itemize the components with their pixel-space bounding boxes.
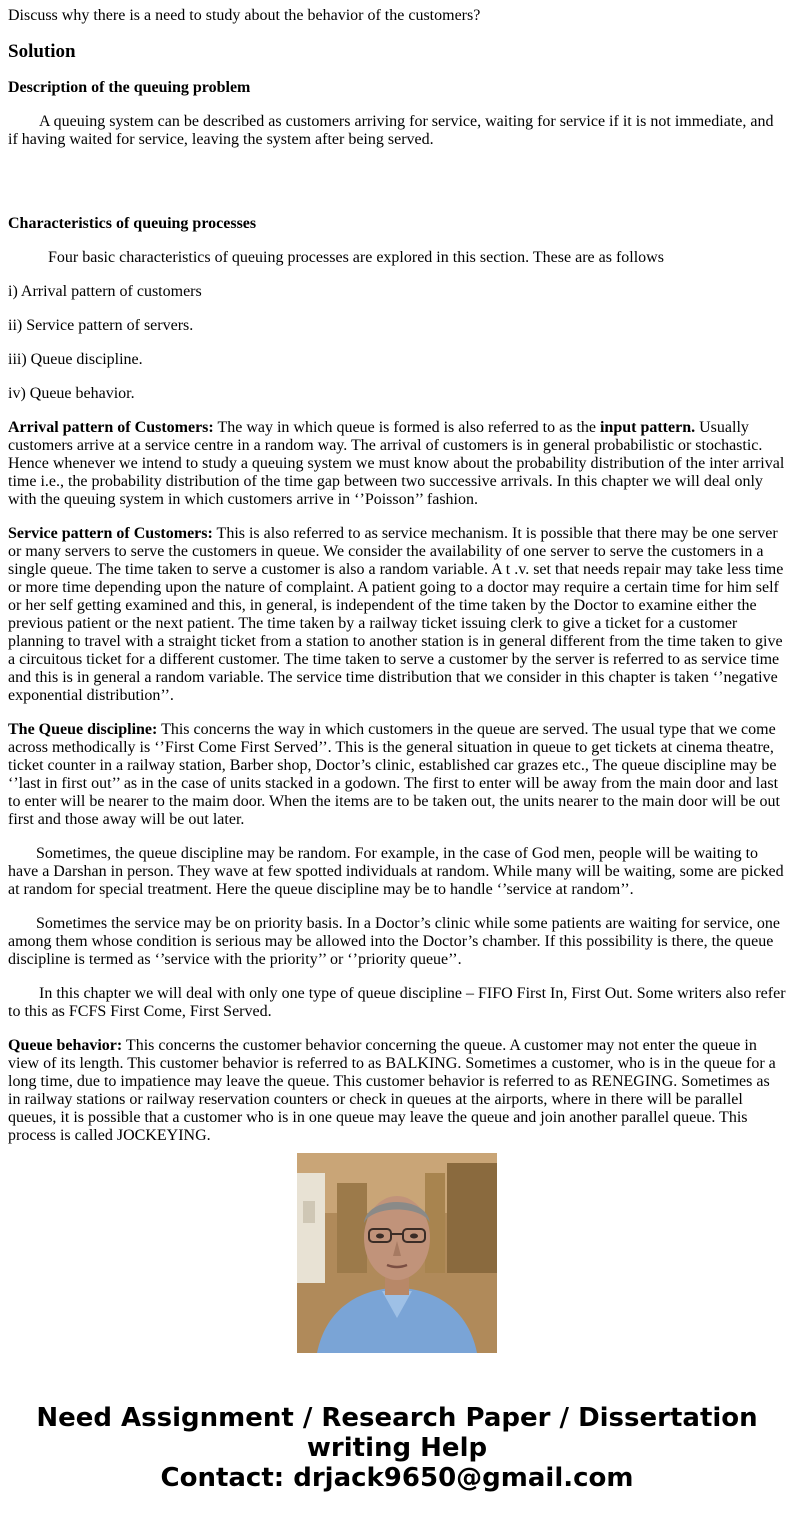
list-item: iii) Queue discipline. bbox=[8, 351, 143, 368]
avatar bbox=[297, 1153, 497, 1353]
promo-line-contact: Contact: drjack9650@gmail.com bbox=[160, 1463, 634, 1493]
promo-line-help: Need Assignment / Research Paper / Dissertation writing Help bbox=[36, 1403, 758, 1463]
list-item: i) Arrival pattern of customers bbox=[8, 283, 202, 300]
behavior-text: This concerns the customer behavior concerning the queue. A customer may not enter the queue in view of its length. This customer behavior is referred to as BALKING. Sometimes a customer, who is in the queue for a long time, due to impatience may leave the queue. This customer behavior is referred to as RENEGING. Sometimes as in railway stations or railway reservation counters or check in queues at the airports, where in there will be parallel queues, it is possible that a customer who is in one queue may leave the queue and join another parallel queue. This process is called JOCKEYING. bbox=[8, 1037, 776, 1144]
solution-heading: Solution bbox=[8, 41, 76, 62]
list-item: iv) Queue behavior. bbox=[8, 385, 135, 402]
list-item: ii) Service pattern of servers. bbox=[8, 317, 194, 334]
service-text: This is also referred to as service mechanism. It is possible that there may be one server or many servers to serve the customers in queue. We consider the availability of one server to serve the customers in a single queue. The time taken to serve a customer is also a random variable. A t .v. set that needs repair may take less time or more time depending upon the nature of complaint. A patient going to a doctor may require a certain time for him self or her self getting examined and this, in general, is independent of the time taken by the Doctor to examine either the previous patient or the next patient. The time taken by a railway ticket issuing clerk to give a ticket for a customer planning to travel with a straight ticket from a station to another station is in general different from the time taken to give a circuitous ticket for a different customer. The time taken to serve a customer by the server is referred to as service time and this is in general a random variable. The service time distribution that we consider in this chapter is taken ‘’negative exponential distribution’’. bbox=[8, 525, 784, 704]
priority-paragraph: Sometimes the service may be on priority basis. In a Doctor’s clinic while some patients are waiting for service, one among them whose condition is serious may be allowed into the Doctor’s chamber. If this possibility is there, the queue discipline is termed as ‘’service with the priority’’ or ‘’priority queue’’. bbox=[8, 915, 780, 968]
input-pattern-term: input pattern. bbox=[599, 419, 696, 436]
author-photo bbox=[297, 1153, 497, 1353]
characteristics-intro: Four basic characteristics of queuing processes are explored in this section. These are as follows bbox=[48, 249, 664, 266]
document-body bbox=[8, 0, 786, 1144]
service-label: Service pattern of Customers: bbox=[8, 525, 213, 542]
fifo-paragraph: In this chapter we will deal with only one type of queue discipline – FIFO First In, First Out. Some writers also refer to this as FCFS First Come, First Served. bbox=[8, 985, 786, 1020]
queuing-problem-heading: Description of the queuing problem bbox=[8, 79, 251, 96]
random-paragraph: Sometimes, the queue discipline may be random. For example, in the case of God men, people will be waiting to have a Darshan in person. They wave at few spotted individuals at random. While many will be waiting, some are picked at random for special treatment. Here the queue discipline may be to handle ‘’service at random’’. bbox=[8, 845, 784, 898]
characteristics-heading: Characteristics of queuing processes bbox=[8, 215, 257, 232]
behavior-paragraph bbox=[8, 1037, 786, 1145]
arrival-label: Arrival pattern of Customers: bbox=[8, 419, 214, 436]
discipline-paragraph bbox=[8, 721, 786, 829]
behavior-label: Queue behavior: bbox=[8, 1037, 123, 1054]
queuing-problem-text: A queuing system can be described as customers arriving for service, waiting for service if it is not immediate, and if having waited for service, leaving the system after being served. bbox=[8, 113, 774, 148]
discipline-text: This concerns the way in which customers in the queue are served. The usual type that we come across methodically is ‘’First Come First Served’’. This is the general situation in queue to get tickets at cinema theatre, ticket counter in a railway station, Barber shop, Doctor’s clinic, established car grazes etc., The queue discipline may be ‘’last in first out’’ as in the case of units stacked in a godown. The first to enter will be away from the main door and last to enter will be nearer to the maim door. When the items are to be taken out, the units nearer to the main door will be out first and those away will be out later. bbox=[8, 721, 780, 828]
arrival-paragraph bbox=[8, 419, 786, 509]
service-paragraph bbox=[8, 525, 786, 705]
discipline-label: The Queue discipline: bbox=[8, 721, 158, 738]
arrival-text-before: The way in which queue is formed is also referred to as the bbox=[213, 419, 600, 436]
promo-banner bbox=[0, 1403, 794, 1493]
spacer bbox=[8, 165, 786, 199]
question-text: Discuss why there is a need to study about the behavior of the customers? bbox=[8, 7, 481, 24]
arrival-text-after: Usually customers arrive at a service centre in a random way. The arrival of customers is in general probabilistic or stochastic. Hence whenever we intend to study a queuing system we must know about the probability distribution of the inter arrival time i.e., the probability distribution of the time gap between two successive arrivals. In this chapter we will deal only with the queuing system in which customers arrive in ‘’Poisson’’ fashion. bbox=[8, 419, 785, 508]
